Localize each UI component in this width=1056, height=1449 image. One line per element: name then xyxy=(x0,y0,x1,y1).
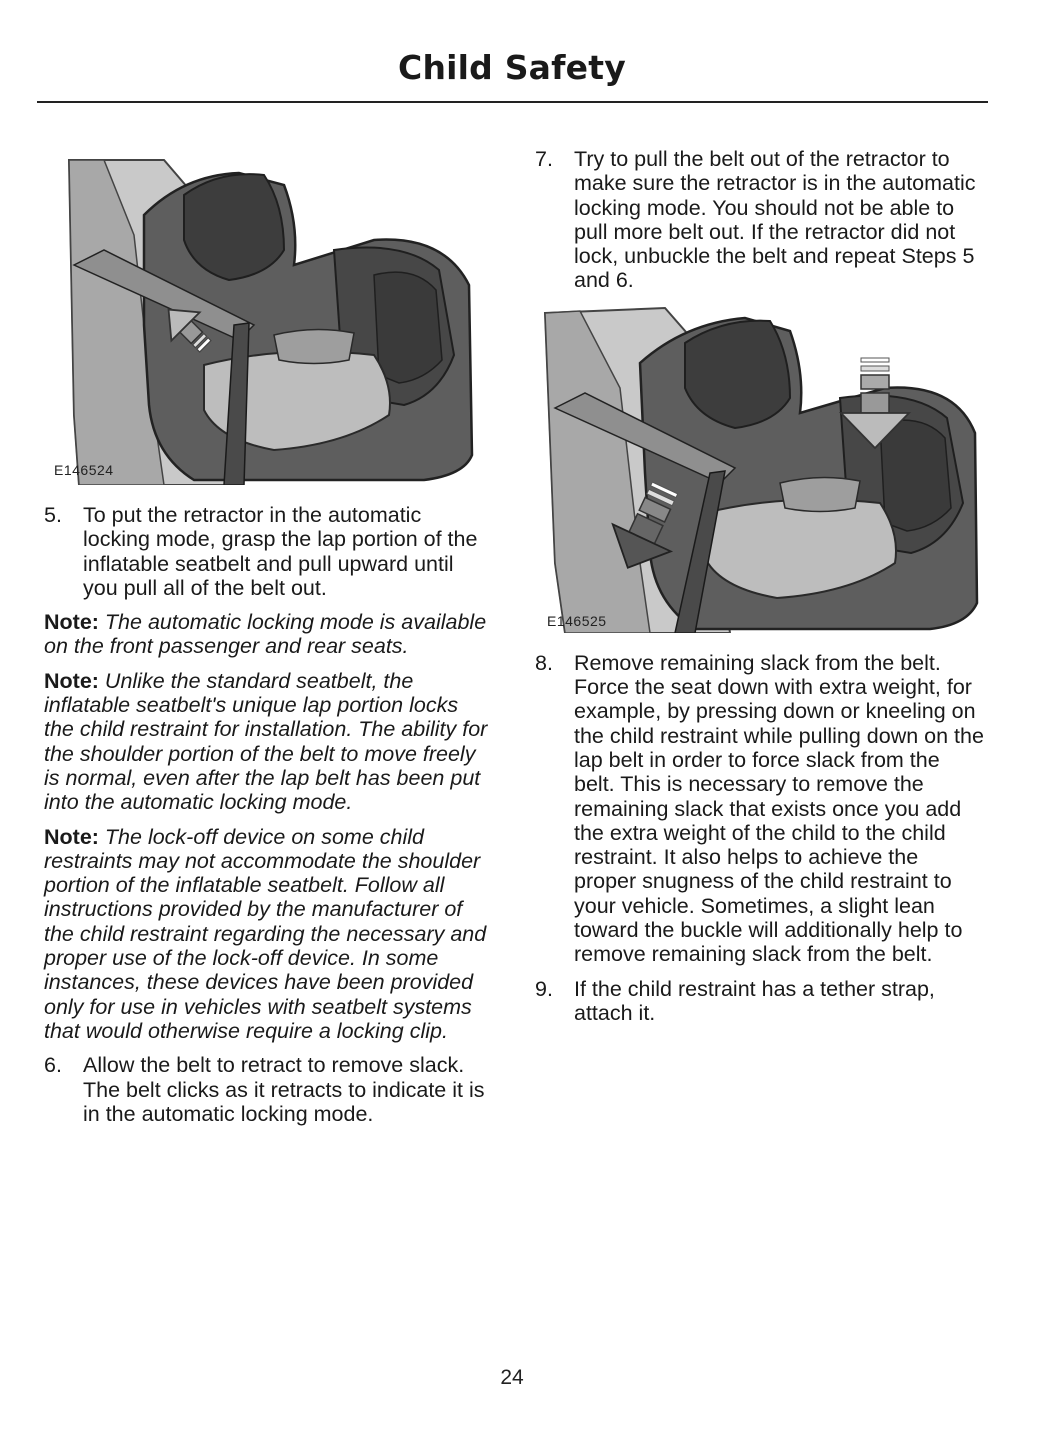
figure-caption: E146524 xyxy=(54,462,114,478)
step-text: To put the retractor in the automatic locking mode, grasp the lap portion of the inflatable seatbelt and pull upward until you pull all of the belt out. xyxy=(83,503,478,600)
page-number: 24 xyxy=(500,1366,524,1389)
note-label: Note: xyxy=(44,824,99,849)
step-8 xyxy=(535,651,985,967)
child-seat-illustration xyxy=(535,303,980,633)
step-number: 6. xyxy=(44,1053,62,1078)
figure-seat-belt-pull-up xyxy=(44,155,492,485)
figure-seat-press-down xyxy=(535,303,985,633)
note-text: The lock-off device on some child restraints may not accommodate the shoulder portion of the inflatable seatbelt. Follow all instructions provided by the manufacturer of the child restraint regarding the necessary and proper use of the lock-off device. In some instances, these devices have been provided only for use in vehicles with seatbelt systems that would otherwise require a locking clip. xyxy=(44,824,487,1043)
figure-caption: E146525 xyxy=(547,612,607,629)
right-column xyxy=(535,147,985,1035)
step-5 xyxy=(44,503,492,600)
note-1 xyxy=(44,610,492,659)
step-number: 5. xyxy=(44,503,62,527)
page-title: Child Safety xyxy=(398,48,626,87)
step-number: 9. xyxy=(535,976,553,1001)
step-6 xyxy=(44,1053,492,1126)
child-seat-illustration xyxy=(44,155,474,485)
note-text: The automatic locking mode is available on the front passenger and rear seats. xyxy=(44,610,487,659)
step-text: Try to pull the belt out of the retractor to make sure the retractor is in the automatic locking mode. You should not be able to pull more belt out. If the retractor did not lock, unbuckle the belt and repeat Steps 5 and 6. xyxy=(574,147,976,293)
title-divider xyxy=(37,101,988,103)
note-label: Note: xyxy=(44,610,99,635)
note-label: Note: xyxy=(44,668,99,693)
note-2 xyxy=(44,669,492,815)
step-number: 7. xyxy=(535,147,553,171)
step-number: 8. xyxy=(535,650,553,675)
left-column xyxy=(44,155,492,1136)
step-9 xyxy=(535,977,985,1026)
step-text: If the child restraint has a tether strap, attach it. xyxy=(574,976,935,1025)
step-text: Remove remaining slack from the belt. Force the seat down with extra weight, for example, by pressing down or kneeling on the child restraint while pulling down on the lap belt in order to force slack from the belt. This is necessary to remove the remaining slack that exists once you add the extra weight of the child to the child restraint. It also helps to achieve the proper snugness of the child restraint to your vehicle. Sometimes, a slight lean toward the buckle will additionally help to remove remaining slack from the belt. xyxy=(574,650,984,967)
step-7 xyxy=(535,147,985,293)
note-3 xyxy=(44,825,492,1044)
note-text: Unlike the standard seatbelt, the inflatable seatbelt's unique lap portion locks the child restraint for installation. The ability for the shoulder portion of the belt to move freely is normal, even after the lap belt has been put into the automatic locking mode. xyxy=(44,668,488,815)
step-text: Allow the belt to retract to remove slack. The belt clicks as it retracts to indicate it is in the automatic locking mode. xyxy=(83,1053,485,1126)
